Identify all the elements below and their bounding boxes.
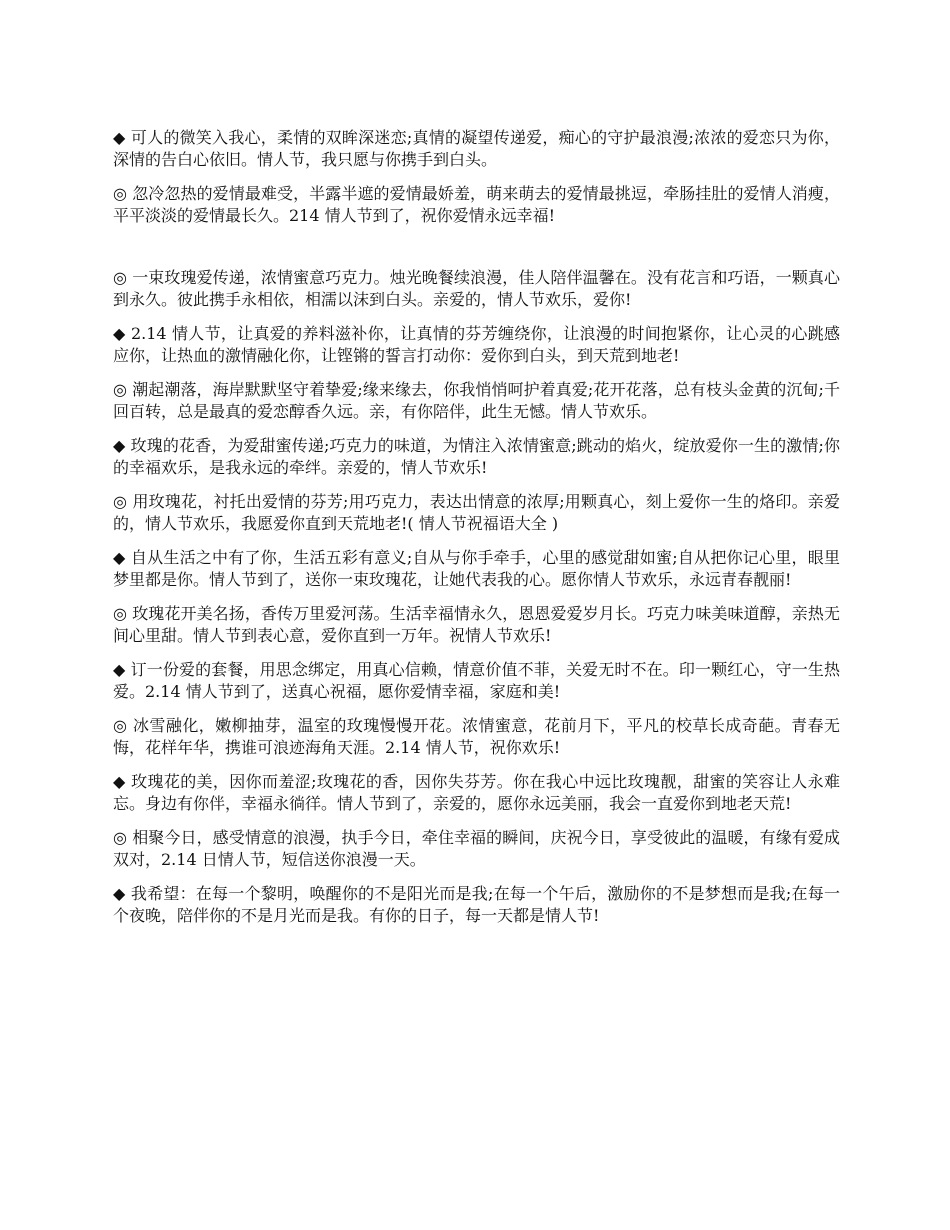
paragraph: ◎ 冰雪融化，嫩柳抽芽，温室的玫瑰慢慢开花。浓情蜜意，花前月下，平凡的校草长成奇葩。青春无悔，花样年华，携谁可浪迹海角天涯。2.14 情人节，祝你欢乐! xyxy=(113,716,840,757)
paragraph: ◎ 相聚今日，感受情意的浪漫，执手今日，牵住幸福的瞬间，庆祝今日，享受彼此的温暖，有缘有爱成双对，2.14 日情人节，短信送你浪漫一天。 xyxy=(113,828,840,869)
document-body xyxy=(113,127,840,939)
paragraph: ◎ 潮起潮落，海岸默默坚守着挚爱;缘来缘去，你我悄悄呵护着真爱;花开花落，总有枝头金黄的沉甸;千回百转，总是最真的爱恋醇香久远。亲，有你陪伴，此生无憾。情人节欢乐。 xyxy=(113,380,840,421)
paragraph: ◆ 订一份爱的套餐，用思念绑定，用真心信赖，情意价值不菲，关爱无时不在。印一颗红心，守一生热爱。2.14 情人节到了，送真心祝福，愿你爱情幸福，家庭和美! xyxy=(113,660,840,701)
paragraph: ◆ 玫瑰的花香，为爱甜蜜传递;巧克力的味道，为情注入浓情蜜意;跳动的焰火，绽放爱你一生的激情;你的幸福欢乐，是我永远的牵绊。亲爱的，情人节欢乐! xyxy=(113,436,840,477)
paragraph: ◎ 用玫瑰花，衬托出爱情的芬芳;用巧克力，表达出情意的浓厚;用颗真心，刻上爱你一生的烙印。亲爱的，情人节欢乐，我愿爱你直到天荒地老!( 情人节祝福语大全 ) xyxy=(113,492,840,533)
paragraph: ◎ 玫瑰花开美名扬，香传万里爱河荡。生活幸福情永久，恩恩爱爱岁月长。巧克力味美味道醇，亲热无间心里甜。情人节到表心意，爱你直到一万年。祝情人节欢乐! xyxy=(113,604,840,645)
paragraph: ◆ 自从生活之中有了你，生活五彩有意义;自从与你手牵手，心里的感觉甜如蜜;自从把你记心里，眼里梦里都是你。情人节到了，送你一束玫瑰花，让她代表我的心。愿你情人节欢乐，永远青春靓丽! xyxy=(113,548,840,589)
paragraph: ◎ 一束玫瑰爱传递，浓情蜜意巧克力。烛光晚餐续浪漫，佳人陪伴温馨在。没有花言和巧语，一颗真心到永久。彼此携手永相依，相濡以沫到白头。亲爱的，情人节欢乐，爱你! xyxy=(113,268,840,309)
paragraph: ◎ 忽冷忽热的爱情最难受，半露半遮的爱情最娇羞，萌来萌去的爱情最挑逗，牵肠挂肚的爱情人消瘦，平平淡淡的爱情最长久。214 情人节到了，祝你爱情永远幸福! xyxy=(113,184,840,225)
paragraph: ◆ 可人的微笑入我心，柔情的双眸深迷恋;真情的凝望传递爱，痴心的守护最浪漫;浓浓的爱恋只为你，深情的告白心依旧。情人节，我只愿与你携手到白头。 xyxy=(113,128,840,169)
paragraph: ◆ 我希望：在每一个黎明，唤醒你的不是阳光而是我;在每一个午后，激励你的不是梦想而是我;在每一个夜晚，陪伴你的不是月光而是我。有你的日子，每一天都是情人节! xyxy=(113,884,840,925)
paragraph: ◆ 2.14 情人节，让真爱的养料滋补你，让真情的芬芳缠绕你，让浪漫的时间抱紧你，让心灵的心跳感应你，让热血的激情融化你，让铿锵的誓言打动你：爱你到白头，到天荒到地老! xyxy=(113,324,840,365)
paragraph: ◆ 玫瑰花的美，因你而羞涩;玫瑰花的香，因你失芬芳。你在我心中远比玫瑰靓，甜蜜的笑容让人永难忘。身边有你伴，幸福永徜徉。情人节到了，亲爱的，愿你永远美丽，我会一直爱你到地老天荒! xyxy=(113,772,840,813)
